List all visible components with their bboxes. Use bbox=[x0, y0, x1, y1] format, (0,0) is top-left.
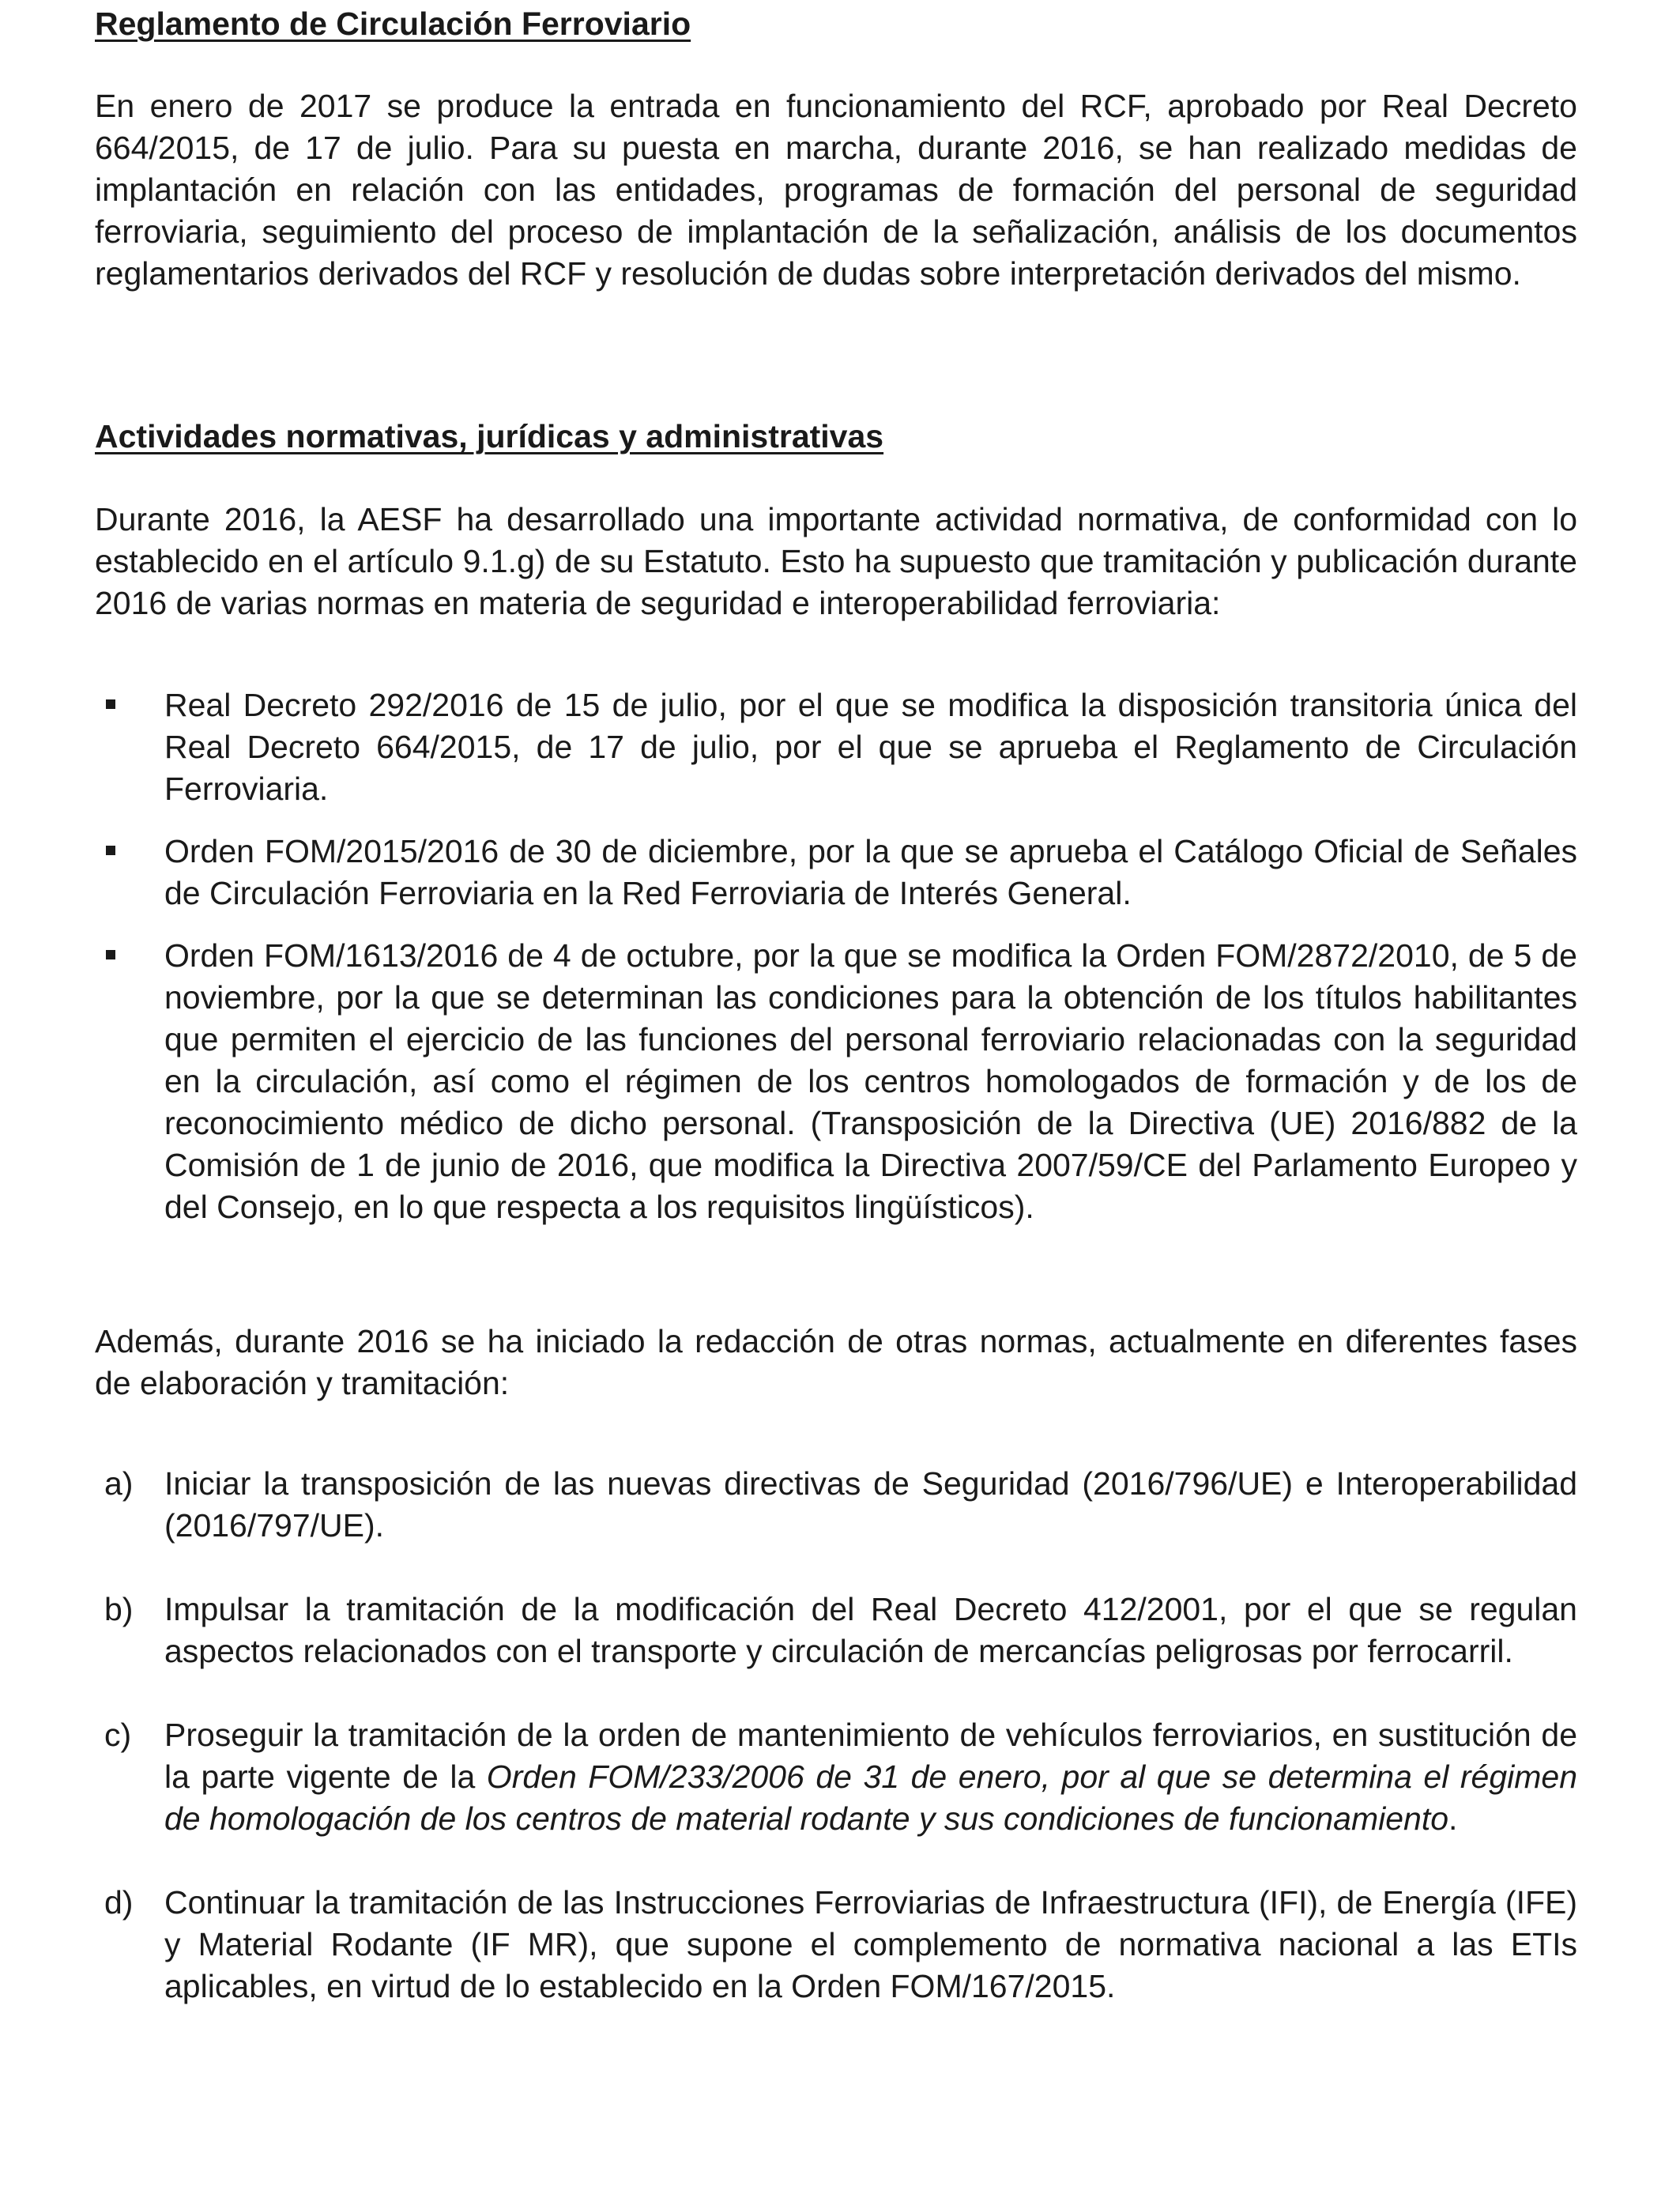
list-marker: d) bbox=[104, 1884, 134, 1921]
section-heading-normativas: Actividades normativas, jurídicas y administrativas bbox=[95, 418, 884, 454]
bullet-square-icon bbox=[106, 699, 115, 709]
paragraph-ademas: Además, durante 2016 se ha iniciado la redacción de otras normas, actualmente en diferentes fases de elaboración y tramitación: bbox=[95, 1323, 1577, 1401]
list-item: c) Proseguir la tramitación de la orden de mantenimiento de vehículos ferroviarios, en sustitución de la parte vigente de la Orden FOM/233/2006 de 31 de enero, por al que se determina el régimen de homologación de los centros de material rodante y sus condiciones de funcionamiento. bbox=[95, 1714, 1577, 1840]
bullet-square-icon bbox=[106, 846, 115, 855]
list-item: Orden FOM/1613/2016 de 4 de octubre, por la que se modifica la Orden FOM/2872/2010, de 5 de noviembre, por la que se determinan las condiciones para la obtención de los títulos habilitantes que permiten el ejercicio de las funciones del personal ferroviario relacionadas con la seguridad en la circulación, así como el régimen de los centros homologados de formación y de los de reconocimiento médico de dicho personal. (Transposición de la Directiva (UE) 2016/882 de la Comisión de 1 de junio de 2016, que modifica la Directiva 2007/59/CE del Parlamento Europeo y del Consejo, en lo que respecta a los requisitos lingüísticos). bbox=[95, 935, 1577, 1228]
list-marker: c) bbox=[104, 1717, 132, 1753]
paragraph-normativas: Durante 2016, la AESF ha desarrollado una importante actividad normativa, de conformidad con lo establecido en el artículo 9.1.g) de su Estatuto. Esto ha supuesto que tramitación y publicación durante 2016 de varias normas en materia de seguridad e interoperabilidad ferroviaria: bbox=[95, 501, 1577, 621]
section-heading-rcf: Reglamento de Circulación Ferroviario bbox=[95, 6, 691, 42]
list-marker: a) bbox=[104, 1465, 134, 1502]
list-item: a) Iniciar la transposición de las nuevas directivas de Seguridad (2016/796/UE) e Interoperabilidad (2016/797/UE). bbox=[95, 1463, 1577, 1547]
list-item: d) Continuar la tramitación de las Instrucciones Ferroviarias de Infraestructura (IFI), de Energía (IFE) y Material Rodante (IF MR), que supone el complemento de normativa nacional a las ETIs aplicables, en virtud de lo establecido en la Orden FOM/167/2015. bbox=[95, 1882, 1577, 2007]
paragraph-rcf: En enero de 2017 se produce la entrada en funcionamiento del RCF, aprobado por Real Decreto 664/2015, de 17 de julio. Para su puesta en marcha, durante 2016, se han realizado medidas de implantación en relación con las entidades, programas de formación del personal de seguridad ferroviaria, seguimiento del proceso de implantación de la señalización, análisis de los documentos reglamentarios derivados del RCF y resolución de dudas sobre interpretación derivados del mismo. bbox=[95, 88, 1577, 292]
lettered-list bbox=[95, 1463, 1577, 2007]
bullet-list bbox=[95, 684, 1577, 1228]
list-item: Real Decreto 292/2016 de 15 de julio, por el que se modifica la disposición transitoria única del Real Decreto 664/2015, de 17 de julio, por el que se aprueba el Reglamento de Circulación Ferroviaria. bbox=[95, 684, 1577, 810]
list-item: b) Impulsar la tramitación de la modificación del Real Decreto 412/2001, por el que se regulan aspectos relacionados con el transporte y circulación de mercancías peligrosas por ferrocarril. bbox=[95, 1589, 1577, 1672]
list-item: Orden FOM/2015/2016 de 30 de diciembre, por la que se aprueba el Catálogo Oficial de Señales de Circulación Ferroviaria en la Red Ferroviaria de Interés General. bbox=[95, 831, 1577, 914]
italic-reference: Orden FOM/233/2006 de 31 de enero, por al que se determina el régimen de homologación de los centros de material rodante y sus condiciones de funcionamiento bbox=[164, 1759, 1578, 1837]
list-marker: b) bbox=[104, 1591, 134, 1627]
bullet-square-icon bbox=[106, 950, 115, 959]
